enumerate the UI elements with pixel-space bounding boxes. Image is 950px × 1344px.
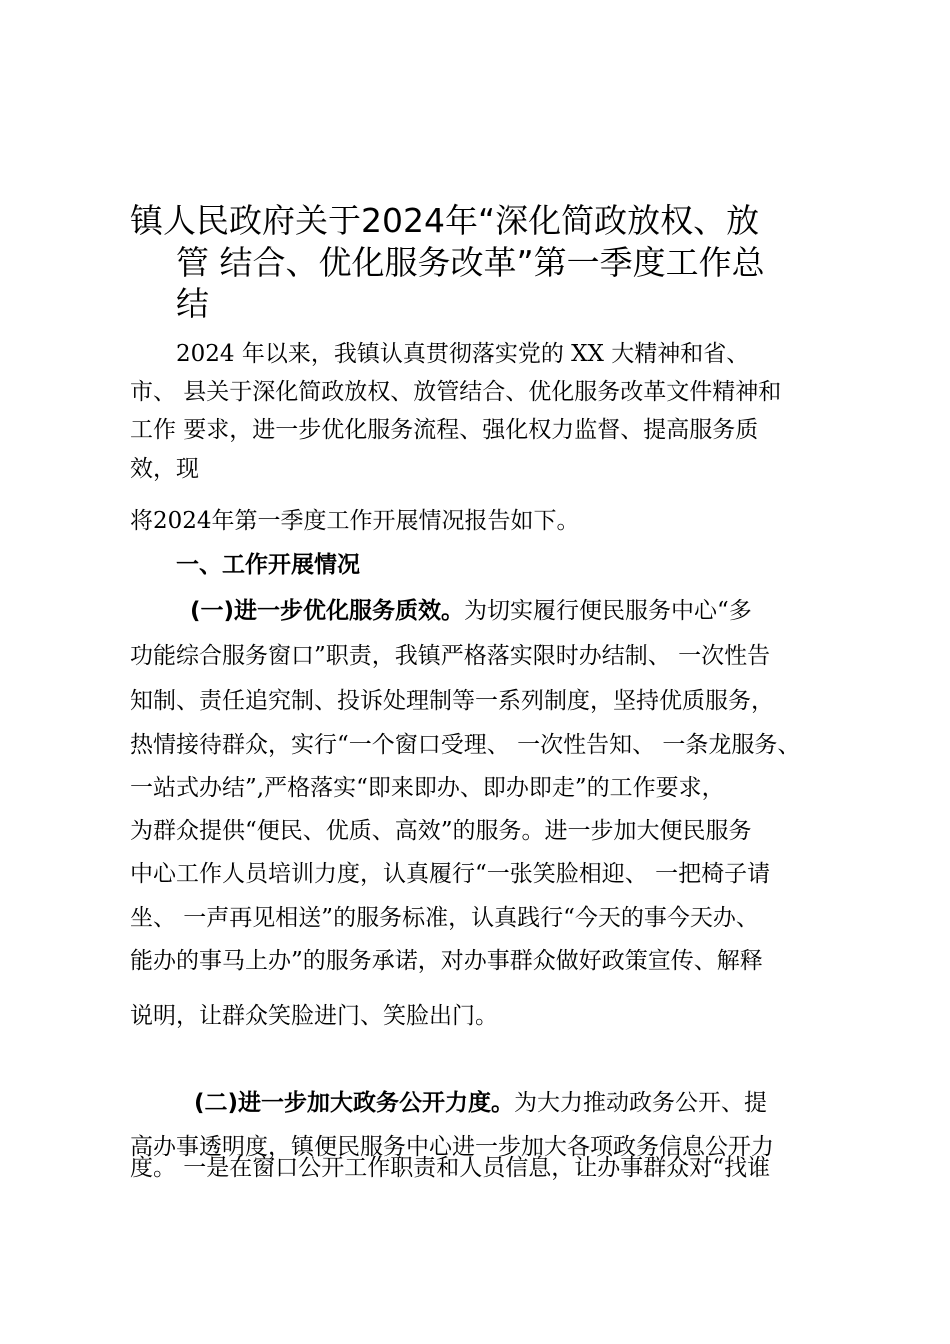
para1-line-9: 能办的事马上办”的服务承诺，对办事群众做好政策宣传、解释 xyxy=(130,948,763,974)
para2-line-2: 高办事透明度，镇便民服务中心进一步加大各项政务信息公开力 xyxy=(130,1134,774,1160)
para1-line-10: 说明，让群众笑脸进门、笑脸出门。 xyxy=(130,1003,498,1029)
intro-line-2: 市、 县关于深化简政放权、放管结合、优化服务改革文件精神和 xyxy=(130,379,782,405)
para1-line-3: 知制、责任追究制、投诉处理制等一系列制度，坚持优质服务， xyxy=(130,688,774,714)
para2-lead: (二)进一步加大政务公开力度。 xyxy=(194,1090,515,1116)
para1-line-8: 坐、 一声再见相送”的服务标准，认真践行“今天的事今天办、 xyxy=(130,905,759,931)
intro-line-4: 效，现 xyxy=(130,456,199,482)
intro-line-5: 将2024年第一季度工作开展情况报告如下。 xyxy=(130,508,580,534)
para1-line-1-text: 为切实履行便民服务中心“多 xyxy=(464,598,752,624)
para1-line-4: 热情接待群众，实行“一个窗口受理、 一次性告知、 一条龙服务、 xyxy=(130,732,801,758)
para2-line-1-text: 为大力推动政务公开、提 xyxy=(514,1090,768,1116)
para2-line-1 xyxy=(194,1088,848,1118)
para1-lead: (一)进一步优化服务质效。 xyxy=(190,598,465,624)
document-title-line-1: 镇人民政府关于2024年“深化简政放权、放 xyxy=(130,201,760,240)
intro-line-3: 工作 要求，进一步优化服务流程、强化权力监督、提高服务质 xyxy=(130,417,759,443)
para1-line-1 xyxy=(190,596,844,626)
section-heading-1: 一、工作开展情况 xyxy=(176,552,360,578)
para1-line-2: 功能综合服务窗口”职责，我镇严格落实限时办结制、 一次性告 xyxy=(130,643,771,669)
intro-line-1: 2024 年以来，我镇认真贯彻落实党的 XX 大精神和省、 xyxy=(176,341,750,367)
document-title-line-2: 管 结合、优化服务改革”第一季度工作总 xyxy=(176,243,765,282)
para1-line-5: 一站式办结”,严格落实“即来即办、即办即走”的工作要求， xyxy=(130,775,725,801)
para2-line-3: 度。 一是在窗口公开工作职责和人员信息，让办事群众对“找谁 xyxy=(130,1155,771,1181)
para1-line-6: 为群众提供“便民、优质、高效”的服务。进一步加大便民服务 xyxy=(130,818,752,844)
para1-line-7: 中心工作人员培训力度，认真履行“一张笑脸相迎、 一把椅子请 xyxy=(130,861,771,887)
document-title-line-3: 结 xyxy=(176,284,209,323)
